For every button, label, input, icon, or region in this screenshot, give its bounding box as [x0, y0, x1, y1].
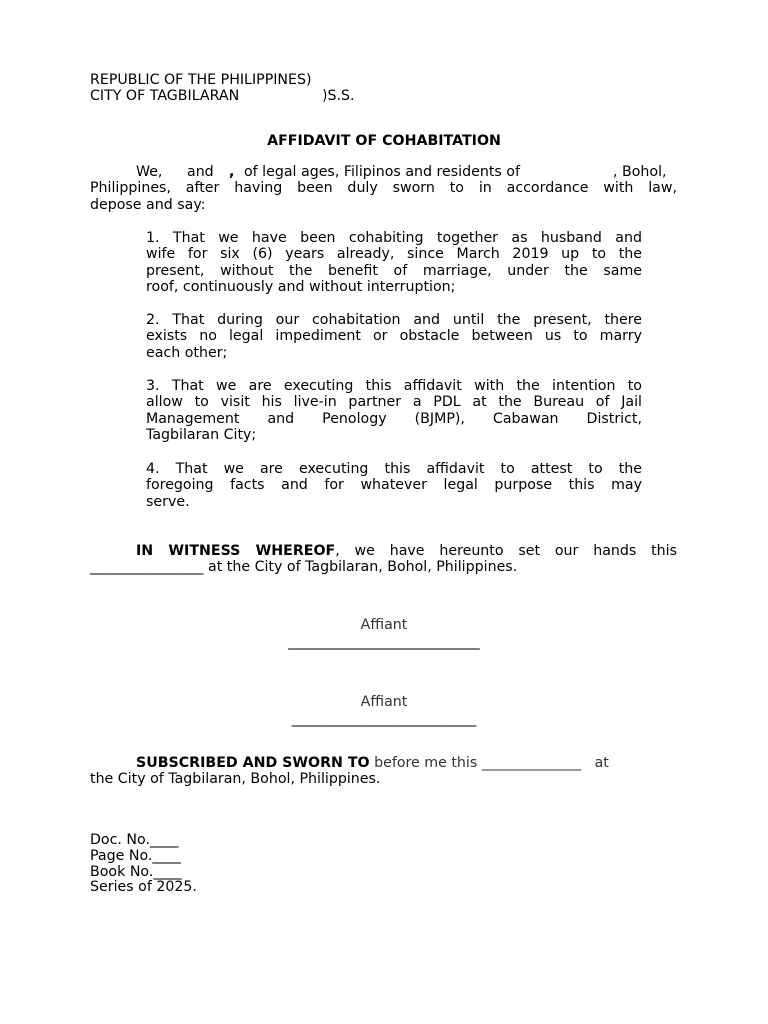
item-3-line-4: Tagbilaran City; [146, 427, 257, 443]
intro-line-3: depose and say: [90, 197, 206, 213]
notary-book-no: Book No.____ [90, 864, 182, 880]
intro-and: and [187, 164, 214, 180]
subscribed-line-2: the City of Tagbilaran, Bohol, Philippines. [90, 771, 381, 787]
witness-line-1 [136, 543, 677, 559]
affiant-2-signature-line: __________________________ [291, 711, 477, 727]
item-3-line-2: allow to visit his live-in partner a PDL at the Bureau of Jail [146, 394, 642, 410]
item-4-line-3: serve. [146, 494, 190, 510]
witness-bold: IN WITNESS WHEREOF [136, 543, 336, 559]
witness-rest: , we have hereunto set our hands this [335, 543, 677, 559]
item-1-line-1: 1. That we have been cohabiting together as husband and [146, 230, 642, 246]
item-1-line-4: roof, continuously and without interruption; [146, 279, 456, 295]
item-2-line-2: exists no legal impediment or obstacle between us to marry [146, 328, 642, 344]
affiant-1-label: Affiant [360, 617, 408, 633]
intro-line-2: Philippines, after having been duly sworn to in accordance with law, [90, 180, 677, 196]
item-3-line-3: Management and Penology (BJMP), Cabawan District, [146, 411, 642, 427]
item-2-line-3: each other; [146, 345, 228, 361]
item-1-line-2: wife for six (6) years already, since March 2019 up to the [146, 246, 642, 262]
subscribed-rest: before me this ______________ at [369, 755, 609, 771]
item-3-line-1: 3. That we are executing this affidavit with the intention to [146, 378, 642, 394]
intro-comma: , [229, 164, 235, 180]
affiant-2-label: Affiant [360, 694, 408, 710]
notary-series: Series of 2025. [90, 879, 197, 895]
subscribed-line-1 [136, 755, 609, 771]
item-2-line-1: 2. That during our cohabitation and until the present, there [146, 312, 642, 328]
notary-doc-no: Doc. No.____ [90, 832, 179, 848]
witness-place: at the City of Tagbilaran, Bohol, Philippines. [203, 559, 518, 575]
item-4-line-1: 4. That we are executing this affidavit to attest to the [146, 461, 642, 477]
affiant-1-signature-line: ___________________________ [288, 634, 480, 650]
subscribed-bold: SUBSCRIBED AND SWORN TO [136, 755, 370, 771]
item-4-line-2: foregoing facts and for whatever legal purpose this may [146, 477, 642, 493]
header-city: CITY OF TAGBILARAN [90, 88, 240, 104]
intro-we: We, [136, 164, 163, 180]
header-republic: REPUBLIC OF THE PHILIPPINES) [90, 72, 312, 88]
witness-date-blank: ________________ [90, 559, 204, 575]
intro-residents: of legal ages, Filipinos and residents of [244, 164, 520, 180]
item-1-line-3: present, without the benefit of marriage, under the same [146, 263, 642, 279]
witness-line-2 [90, 559, 517, 575]
document-title: AFFIDAVIT OF COHABITATION [267, 133, 501, 149]
notary-page-no: Page No.____ [90, 848, 181, 864]
intro-bohol: , Bohol, [613, 164, 667, 180]
header-ss: )S.S. [322, 88, 355, 104]
